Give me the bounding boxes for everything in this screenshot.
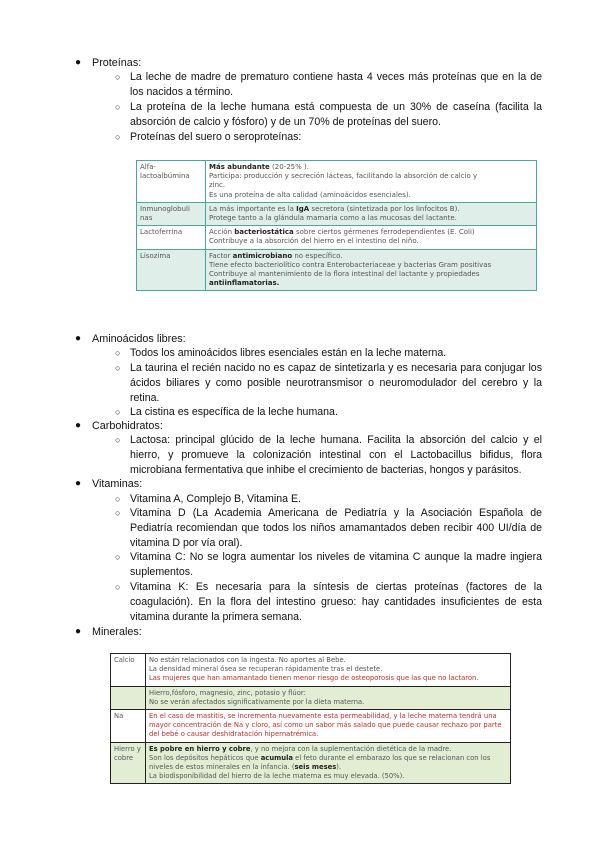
- proteins-item-2: ○ La proteína de la leche humana está compuesta de un 30% de caseína (facilita la absorción de calcio y fósforo) y de un 70% de proteínas del suero.: [115, 101, 542, 128]
- mineral-name-cell: [111, 686, 146, 709]
- bullet-circle: ○: [115, 435, 121, 445]
- mineral-name-cell: Calcio: [111, 654, 146, 687]
- vitamins-item-3: ○ Vitamina C: No se logra aumentar los niveles de vitamina C aunque la madre ingiera suplementos.: [115, 551, 542, 578]
- table-row: [111, 686, 511, 709]
- protein-name-cell: Lactoferrina: [137, 226, 206, 249]
- bullet-dot: ●: [75, 478, 82, 489]
- table-row: [137, 249, 537, 291]
- table-row: [111, 742, 511, 784]
- proteins-heading: Proteínas:: [92, 57, 142, 69]
- mineral-desc-cell: No están relacionados con la ingesta. No aportes al Bebe. La densidad mineral ósea se recuperan rápidamente tras el destete. Las mujeres que han amamantado tienen menor riesgo de osteoporosis que las que no lactaron.: [146, 654, 511, 687]
- bullet-circle: ○: [115, 552, 121, 562]
- aminoacids-item-3: ○ La cistina es específica de la leche humana.: [115, 406, 338, 418]
- table-row: [137, 202, 537, 225]
- protein-desc-cell: Acción bacteriostática sobre ciertos gérmenes ferrodependientes (E. Coli) Contribuye a la absorción del hierro en el intestino del niño.: [206, 226, 537, 249]
- bullet-circle: ○: [115, 132, 121, 142]
- bullet-circle: ○: [115, 508, 121, 518]
- minerals-table: [110, 653, 511, 784]
- mineral-desc-cell: En el caso de mastitis, se incrementa nuevamente esta permeabilidad, y la leche materna tendrá una mayor concentración de Na y cloro, así como un sabor más salado que puede causar rechazo por parte del bebé o causar deshidratación hipernatrémica.: [146, 710, 511, 743]
- vitamins-item-4: ○ Vitamina K: Es necesaria para la síntesis de ciertas proteínas (factores de la coagulación). En la flora del intestino grueso: hay cantidades insuficientes de esta vitamina durante la primera semana.: [115, 581, 542, 623]
- protein-name-cell: Lisozima: [137, 249, 206, 291]
- bullet-circle: ○: [115, 494, 121, 504]
- bullet-dot: ●: [75, 626, 82, 637]
- carbs-heading: Carbohidratos:: [92, 420, 163, 432]
- table-row: [111, 710, 511, 743]
- bullet-circle: ○: [115, 72, 121, 82]
- mineral-name-cell: Na: [111, 710, 146, 743]
- bullet-circle: ○: [115, 407, 121, 417]
- protein-name-cell: Inmunoglobuli nas: [137, 202, 206, 225]
- vitamins-item-1: ○ Vitamina A, Complejo B, Vitamina E.: [115, 493, 301, 505]
- protein-desc-cell: Factor antimicrobiano no específico. Tiene efecto bacteriolítico contra Enterobacteriaceae y bacterias Gram positivas Contribuye al mantenimiento de la flora intestinal del lactante y propiedades antiinflamatorias.: [206, 249, 537, 291]
- bullet-circle: ○: [115, 348, 121, 358]
- carbs-item-1: ○ Lactosa: principal glúcido de la leche humana. Facilita la absorción del calcio y el hierro, y promueve la colonización intestinal con el Lactobacillus bifidus, flora microbiana fermentativa que inhibe el crecimiento de bacterias, hongos y parásitos.: [115, 434, 542, 476]
- vitamins-heading: Vitaminas:: [92, 478, 143, 490]
- proteins-item-1: ○ La leche de madre de prematuro contiene hasta 4 veces más proteínas que en la de los nacidos a término.: [115, 71, 542, 98]
- bullet-circle: ○: [115, 102, 121, 112]
- protein-desc-cell: La más importante es la IgA secretora (sintetizada por los linfocitos B). Protege tanto a la glándula mamaria como a las mucosas del lactante.: [206, 202, 537, 225]
- whey-proteins-table: [136, 160, 537, 291]
- bullet-dot: ●: [75, 57, 82, 68]
- aminoacids-heading: Aminoácidos libres:: [92, 333, 186, 345]
- table-row: [137, 161, 537, 203]
- table-row: [137, 226, 537, 249]
- protein-desc-cell: Más abundante (20-25% ). Participa: producción y secreción lácteas, facilitando la absorción de calcio y zinc. Es una proteína de alta calidad (aminoácidos esenciales).: [206, 161, 537, 203]
- bullet-dot: ●: [75, 420, 82, 431]
- mineral-desc-cell: Hierro,fósforo, magnesio, zinc, potasio y flúor: No se verán afectados significativamente por la dieta materna.: [146, 686, 511, 709]
- aminoacids-item-1: ○ Todos los aminoácidos libres esenciales están en la leche materna.: [115, 347, 447, 359]
- aminoacids-item-2: ○ La taurina el recién nacido no es capaz de sintetizarla y es necesaria para conjugar los ácidos biliares y como posible neurotransmisor o neuromodulador del cerebro y la retina.: [115, 362, 542, 404]
- minerals-heading: Minerales:: [92, 626, 142, 638]
- table-row: [111, 654, 511, 687]
- mineral-desc-cell: Es pobre en hierro y cobre, y no mejora con la suplementación dietética de la madre. Son los depósitos hepáticos que acumula el feto durante el embarazo los que se relacionan con los niveles de estos minerales en la infancia. (seis meses). La biodisponibilidad del hierro de la leche materna es muy elevada. (50%).: [146, 742, 511, 784]
- bullet-circle: ○: [115, 582, 121, 592]
- vitamins-item-2: ○ Vitamina D (La Academia Americana de Pediatría y la Asociación Española de Pediatría recomiendan que todos los niños amamantados deben recibir 400 UI/día de vitamina D por vía oral).: [115, 507, 542, 549]
- protein-name-cell: Alfa- lactoalbúmina: [137, 161, 206, 203]
- bullet-circle: ○: [115, 363, 121, 373]
- bullet-dot: ●: [75, 333, 82, 344]
- mineral-name-cell: Hierro y cobre: [111, 742, 146, 784]
- proteins-item-3: ○ Proteínas del suero o seroproteínas:: [115, 131, 302, 143]
